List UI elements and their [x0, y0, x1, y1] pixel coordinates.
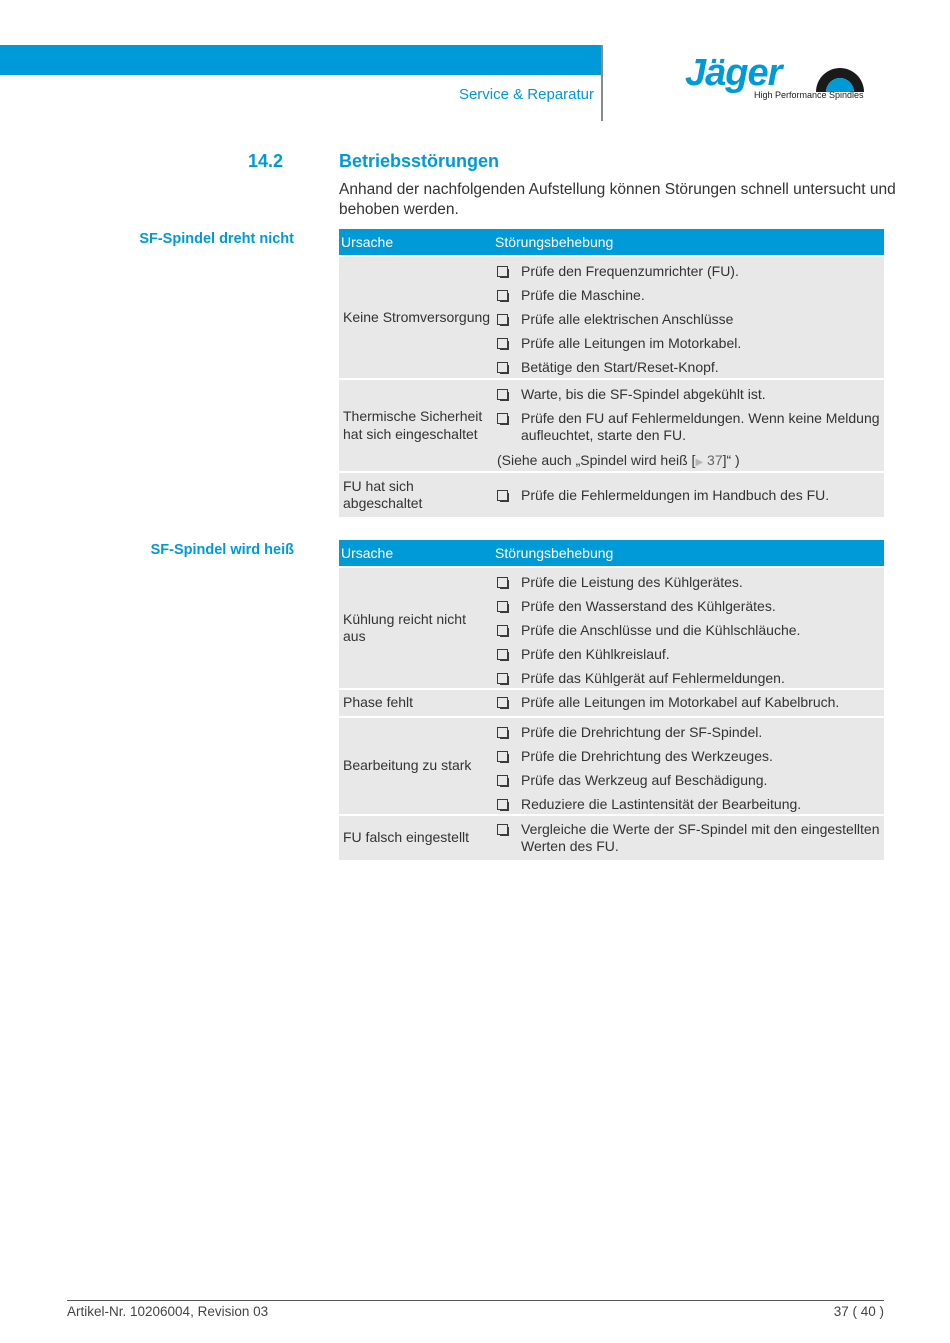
- cause-cell: Keine Stromversorgung: [343, 308, 491, 325]
- fix-item: Prüfe die Drehrichtung der SF-Spindel.: [497, 724, 884, 742]
- chapter-number: 14.2: [248, 151, 284, 171]
- checkbox-icon: [497, 490, 509, 502]
- fix-item: Warte, bis die SF-Spindel abgekühlt ist.: [497, 386, 884, 404]
- fix-item: Prüfe alle Leitungen im Motorkabel.: [497, 335, 884, 353]
- fix-item: Prüfe den Kühlkreislauf.: [497, 646, 884, 664]
- checkbox-icon: [497, 649, 509, 661]
- fix-item: Prüfe alle Leitungen im Motorkabel auf Kabelbruch.: [497, 694, 839, 712]
- fix-cell: [495, 257, 884, 378]
- chapter-title: Betriebsstörungen: [339, 151, 500, 171]
- jaeger-logo: [683, 55, 868, 105]
- col-header-cause: Ursache: [341, 545, 394, 561]
- checkbox-icon: [497, 314, 509, 326]
- header-bar: [0, 45, 601, 75]
- table-row: [339, 688, 884, 716]
- checkbox-icon: [497, 727, 509, 739]
- page-reference[interactable]: 37: [707, 451, 723, 468]
- fix-item: Prüfe die Drehrichtung des Werkzeuges.: [497, 748, 884, 766]
- fix-cell: [495, 718, 884, 814]
- page-number: 37 ( 40 ): [833, 1304, 884, 1319]
- intro-text: Anhand der nachfolgenden Aufstellung können Störungen schnell untersucht und behoben werden.: [339, 181, 896, 218]
- table-row: [339, 378, 884, 471]
- cause-cell: FU hat sich abgeschaltet: [343, 477, 423, 511]
- col-header-cause: Ursache: [341, 234, 394, 250]
- checkbox-icon: [497, 413, 509, 425]
- troubleshooting-table-wird-heiss: [339, 540, 884, 860]
- fix-item: Prüfe das Kühlgerät auf Fehlermeldungen.: [497, 670, 884, 688]
- fix-cell: [495, 690, 884, 716]
- table-row: [339, 255, 884, 378]
- checkbox-icon: [497, 389, 509, 401]
- fix-cell: [495, 816, 884, 860]
- table-row: [339, 471, 884, 517]
- logo-tagline: High Performance Spindles: [754, 90, 864, 100]
- fix-item: Prüfe das Werkzeug auf Beschädigung.: [497, 772, 884, 790]
- fix-item: Prüfe alle elektrischen Anschlüsse: [497, 311, 884, 329]
- link-arrow-icon: ▶: [695, 456, 704, 468]
- footer-rule: [67, 1300, 884, 1301]
- fix-item: Reduziere die Lastintensität der Bearbeitung.: [497, 796, 884, 814]
- fix-item: Prüfe die Leistung des Kühlgerätes.: [497, 574, 884, 592]
- fix-item: Prüfe die Anschlüsse und die Kühlschläuche.: [497, 622, 884, 640]
- checkbox-icon: [497, 775, 509, 787]
- col-header-fix: Störungsbehebung: [495, 545, 614, 561]
- checkbox-icon: [497, 625, 509, 637]
- checkbox-icon: [497, 290, 509, 302]
- table-row: [339, 814, 884, 860]
- troubleshooting-table-dreht-nicht: [339, 229, 884, 517]
- logo-wordmark: Jäger: [685, 55, 782, 94]
- fix-item: Prüfe den FU auf Fehlermeldungen. Wenn keine Meldung aufleuchtet, starte den FU.: [497, 410, 884, 444]
- fix-item: Vergleiche die Werte der SF-Spindel mit den eingestellten Werten des FU.: [497, 821, 884, 855]
- section-header: Service & Reparatur: [458, 86, 594, 103]
- checkbox-icon: [497, 751, 509, 763]
- checkbox-icon: [497, 266, 509, 278]
- table-row: [339, 716, 884, 814]
- checkbox-icon: [497, 824, 509, 836]
- cross-reference-note: (Siehe auch „Spindel wird heiß [▶ 37]“ ): [497, 451, 740, 468]
- checkbox-icon: [497, 577, 509, 589]
- cause-cell: Bearbeitung zu stark: [343, 757, 472, 774]
- fix-item: Prüfe den Wasserstand des Kühlgerätes.: [497, 598, 884, 616]
- fix-cell: [495, 380, 884, 471]
- side-label-wird-heiss: SF-Spindel wird heiß: [150, 542, 294, 558]
- checkbox-icon: [497, 673, 509, 685]
- fix-cell: [495, 473, 884, 517]
- checkbox-icon: [497, 799, 509, 811]
- fix-item: Prüfe die Maschine.: [497, 287, 884, 305]
- checkbox-icon: [497, 697, 509, 709]
- table-header: [339, 229, 884, 255]
- cause-cell: Thermische Sicherheit hat sich eingeschaltet: [343, 408, 483, 442]
- cause-cell: Kühlung reicht nicht aus: [343, 610, 466, 644]
- header-divider: [601, 45, 603, 121]
- cause-cell: FU falsch eingestellt: [343, 829, 470, 846]
- checkbox-icon: [497, 338, 509, 350]
- table-header: [339, 540, 884, 566]
- checkbox-icon: [497, 601, 509, 613]
- side-label-dreht-nicht: SF-Spindel dreht nicht: [139, 231, 294, 247]
- fix-cell: [495, 568, 884, 688]
- checkbox-icon: [497, 362, 509, 374]
- table-row: [339, 566, 884, 688]
- fix-item: Prüfe die Fehlermeldungen im Handbuch des FU.: [497, 487, 829, 505]
- fix-item: Prüfe den Frequenzumrichter (FU).: [497, 263, 884, 281]
- cause-cell: Phase fehlt: [343, 694, 414, 711]
- fix-item: Betätige den Start/Reset-Knopf.: [497, 359, 884, 377]
- article-number: Artikel-Nr. 10206004, Revision 03: [67, 1304, 269, 1319]
- col-header-fix: Störungsbehebung: [495, 234, 614, 250]
